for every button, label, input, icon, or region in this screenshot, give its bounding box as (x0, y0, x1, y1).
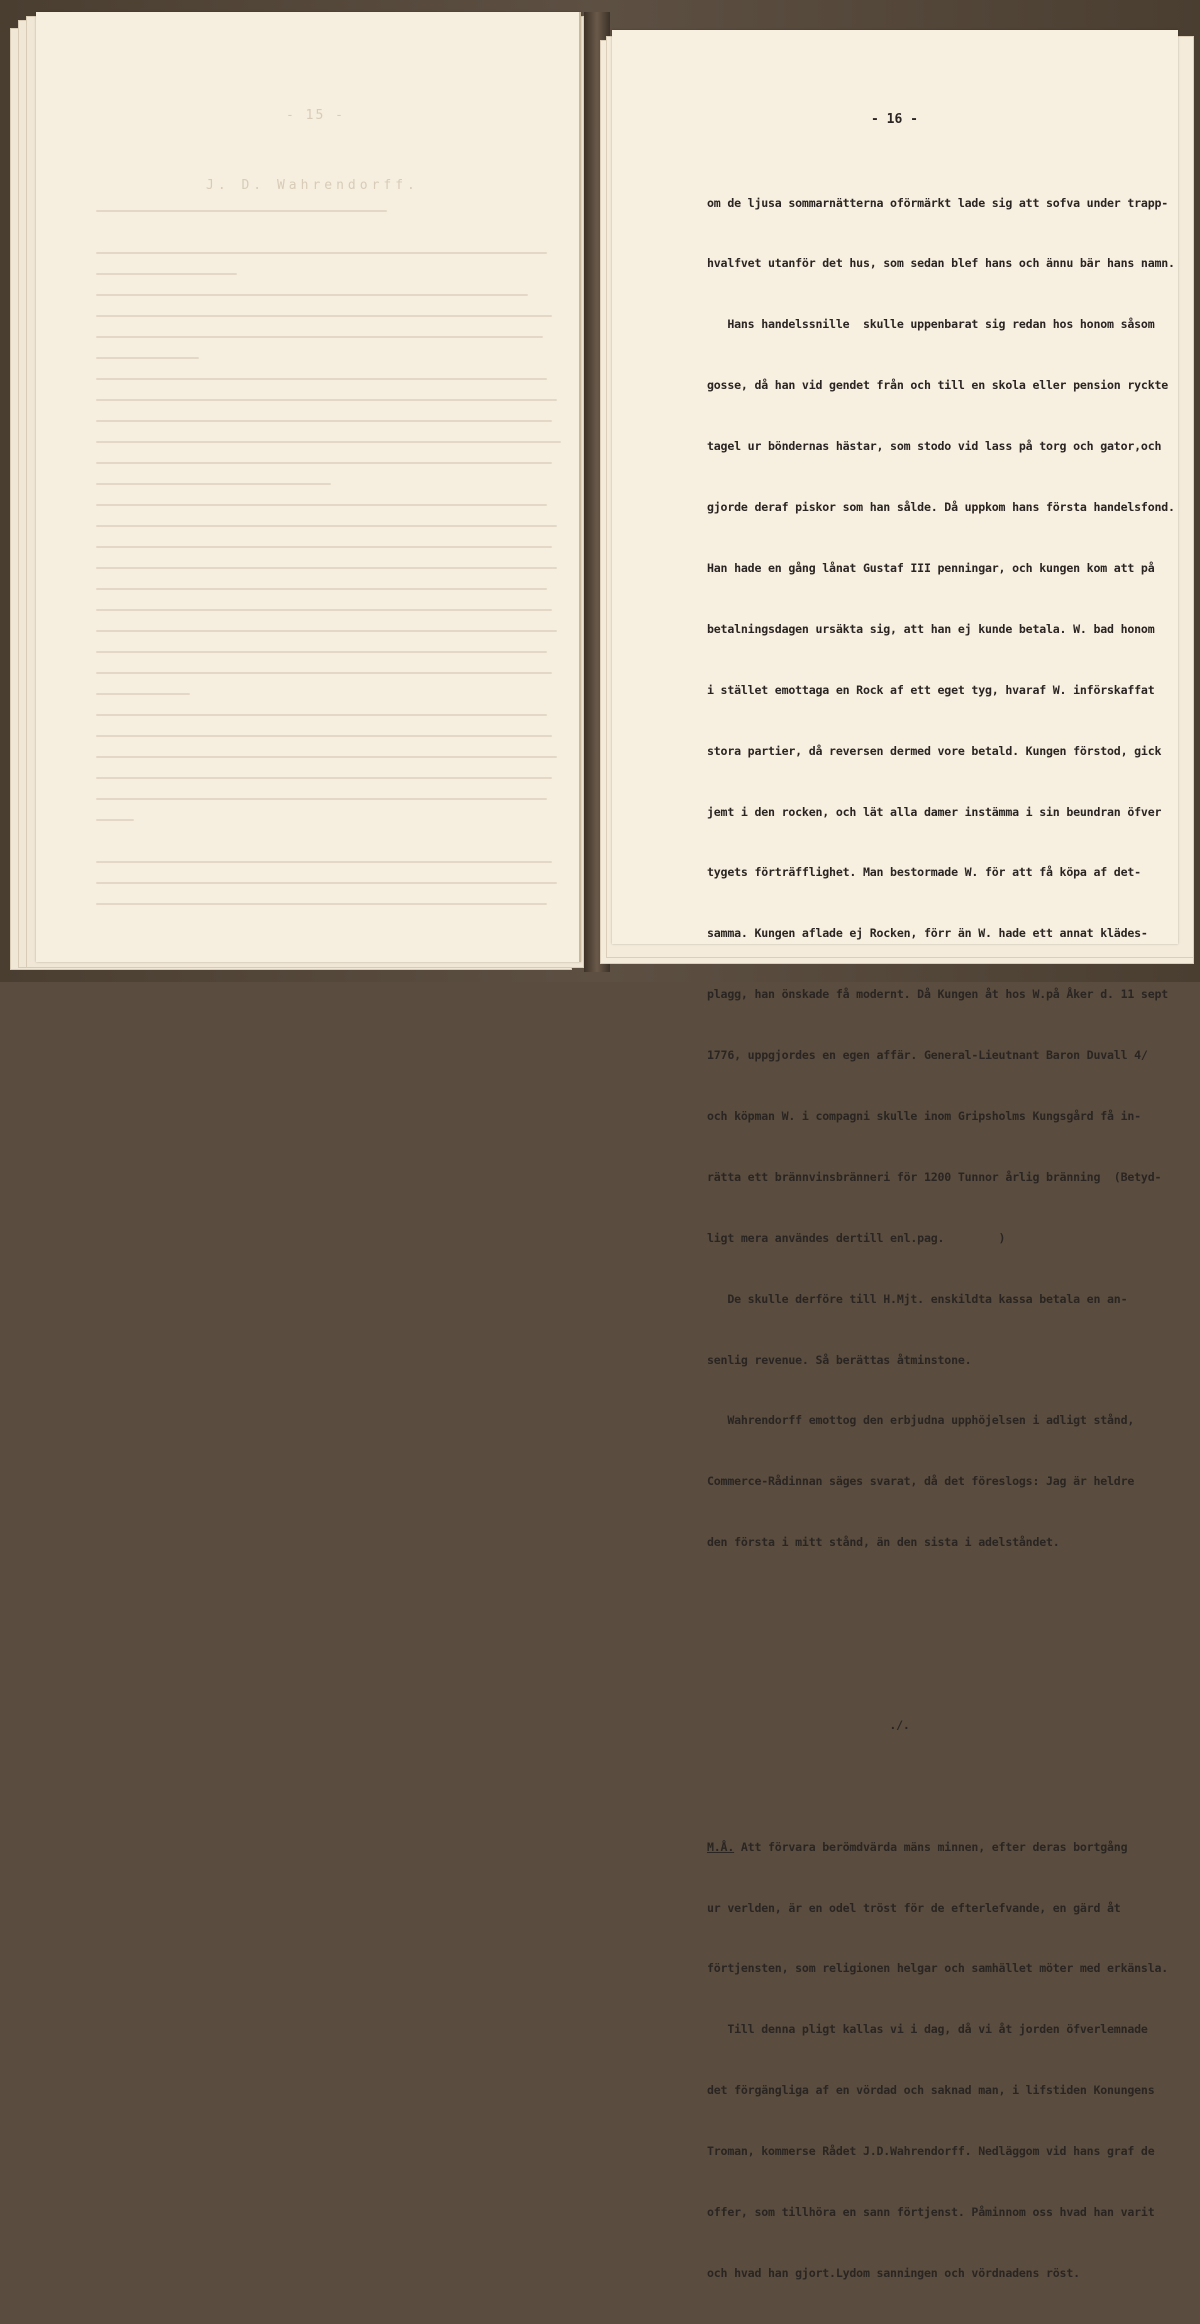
text-line: Att förvara berömdvärda mäns minnen, efter deras bortgång (734, 1839, 1128, 1854)
text-line: gjorde deraf piskor som han sålde. Då uppkom hans första handelsfond. (707, 500, 1175, 515)
text-line: den första i mitt stånd, än den sista i adelståndet. (707, 1535, 1060, 1550)
text-line: rätta ett brännvinsbränneri för 1200 Tunnor årlig bränning (Betyd- (707, 1169, 1162, 1184)
text-line: samma. Kungen aflade ej Rocken, förr än W. hade ett annat klädes- (707, 926, 1148, 941)
text-line: tygets förträfflighet. Man bestormade W. för att få köpa af det- (707, 865, 1141, 880)
left-page (36, 12, 581, 962)
text-line: hvalfvet utanför det hus, som sedan blef hans och ännu bär hans namn. (707, 256, 1175, 271)
right-page (612, 30, 1178, 2280)
text-line: jemt i den rocken, och lät alla damer instämma i sin beundran öfver (707, 804, 1162, 819)
text-line: Till denna pligt kallas vi i dag, då vi åt jorden öfverlemnade (707, 2022, 1148, 2037)
text-line: Wahrendorff emottog den erbjudna upphöjelsen i adligt stånd, (707, 1413, 1135, 1428)
text-line: De skulle derföre till H.Mjt. enskildta kassa betala en an- (707, 1291, 1128, 1306)
typed-text-block (707, 152, 1175, 2324)
text-line: offer, som tillhöra en sann förtjenst. Påminnom oss hvad han varit (707, 2204, 1155, 2219)
left-page-heading: J. D. Wahrendorff. (206, 178, 419, 193)
text-line: gosse, då han vid gendet från och till en skola eller pension ryckte (707, 378, 1169, 393)
text-line: Hans handelssnille skulle uppenbarat sig redan hos honom såsom (707, 317, 1155, 332)
ma-label: M.Å. (707, 1839, 735, 1854)
text-line: om de ljusa sommarnätterna oförmärkt lade sig att sofva under trapp- (707, 195, 1169, 210)
text-line: och köpman W. i compagni skulle inom Gripsholms Kungsgård få in- (707, 1108, 1141, 1123)
ma-line-first (707, 1837, 1162, 1857)
text-line: Troman, kommerse Rådet J.D.Wahrendorff. Nedläggom vid hans graf de (707, 2144, 1155, 2159)
text-line: betalningsdagen ursäkta sig, att han ej kunde betala. W. bad honom (707, 621, 1155, 636)
text-line: och hvad han gjort.Lydom sanningen och vördnadens röst. (707, 2265, 1080, 2280)
left-page-faded-text (96, 210, 566, 924)
text-line: i stället emottaga en Rock af ett eget tyg, hvaraf W. införskaffat (707, 682, 1155, 697)
left-page-number: - 15 - (286, 108, 345, 123)
page-number: - 16 - (871, 112, 918, 127)
text-line: ligt mera användes dertill enl.pag. ) (707, 1230, 1006, 1245)
text-line: stora partier, då reversen dermed vore betald. Kungen förstod, gick (707, 743, 1162, 758)
text-line: Han hade en gång lånat Gustaf III penningar, och kungen kom att på (707, 560, 1155, 575)
text-line: förtjensten, som religionen helgar och samhället möter med erkänsla. (707, 1961, 1169, 1976)
text-line: det förgängliga af en vördad och saknad man, i lifstiden Konungens (707, 2083, 1155, 2098)
text-line: senlig revenue. Så berättas åtminstone. (707, 1352, 972, 1367)
section-separator: ./. (889, 1717, 910, 1732)
text-line: Commerce-Rådinnan säges svarat, då det föreslogs: Jag är heldre (707, 1474, 1135, 1489)
text-line: plagg, han önskade få modernt. Då Kungen åt hos W.på Åker d. 11 sept (707, 987, 1169, 1002)
text-line: tagel ur böndernas hästar, som stodo vid lass på torg och gator,och (707, 439, 1162, 454)
text-line: ur verlden, är en odel tröst för de efterlefvande, en gärd åt (707, 1900, 1121, 1915)
text-line: 1776, uppgjordes en egen affär. General-Lieutnant Baron Duvall 4/ (707, 1048, 1148, 1063)
